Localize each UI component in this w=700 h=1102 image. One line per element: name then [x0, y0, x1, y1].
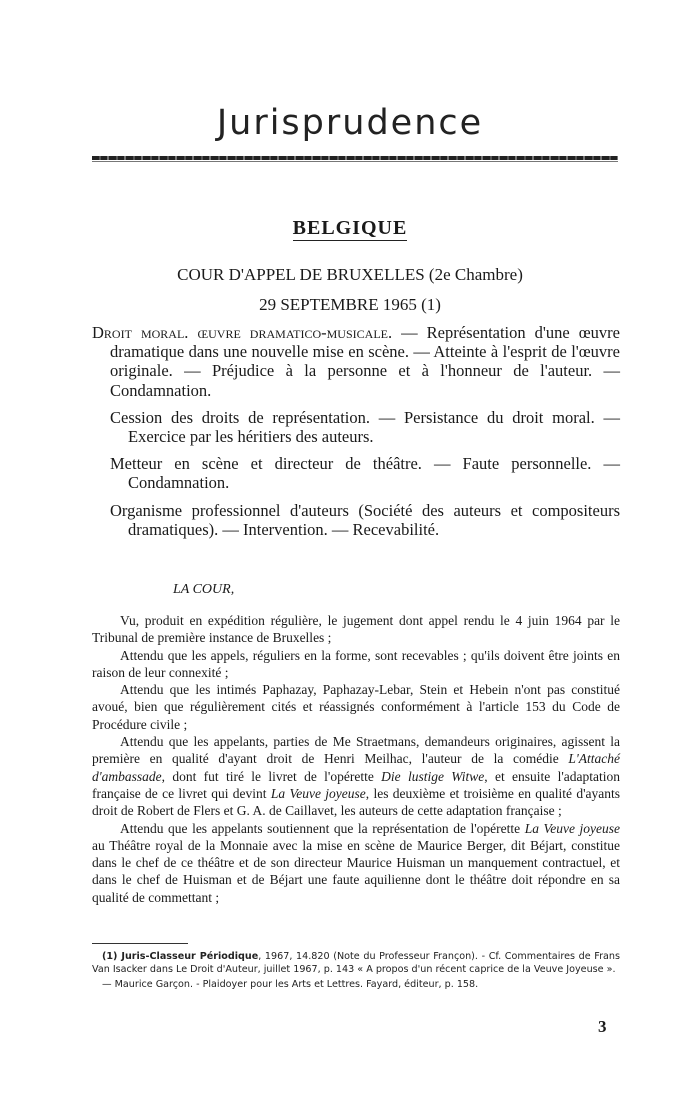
work-title: Die lustige Witwe	[381, 768, 485, 784]
summary-item: Metteur en scène et directeur de théâtre. — Faute personnelle. — Condamnation.	[110, 454, 620, 493]
text-run: , les deuxième et troisième en qualité d'ayants droit de Robert de Flers et G. A. de Caillavet, les auteurs de cette adaptation française ;	[92, 785, 620, 819]
text-run: , et ensuite l'adaptation française de ce livret qui devint	[92, 768, 620, 801]
work-title: La Veuve joyeuse	[524, 820, 620, 836]
text-run: Attendu que les appelants soutiennent que la représentation de l'opérette	[120, 820, 525, 836]
summary-item: Organisme professionnel d'auteurs (Société des auteurs et compositeurs dramatiques). — Intervention. — Recevabilité.	[110, 500, 620, 539]
court-heading: LA COUR,	[173, 582, 235, 597]
body-paragraph: Vu, produit en expédition régulière, le jugement dont appel rendu le 4 juin 1964 par le Tribunal de première instance de Bruxelles ;	[92, 613, 620, 646]
footnote-text: , 1967, 14.820 (Note du Professeur Françon). - Cf. Commentaires de Frans Van Isacker dans Le Droit d'Auteur, juillet 1967, p. 143 « A propos d'un récent caprice de la Veuve Joyeuse ».	[92, 951, 620, 975]
case-summary	[92, 323, 620, 547]
summary-text: — Représentation d'une œuvre dramatique dans une nouvelle mise en scène. — Atteinte à l'esprit de l'œuvre originale. — Préjudice à la personne et à l'honneur de l'auteur. — Condamnation.	[110, 323, 620, 400]
body-paragraph	[92, 733, 620, 819]
judgment-body	[92, 612, 620, 906]
decision-date: 29 SEPTEMBRE 1965 (1)	[259, 295, 441, 314]
body-paragraph: Attendu que les appels, réguliers en la forme, sont recevables ; qu'ils doivent être joints en raison de leur connexité ;	[92, 647, 620, 680]
work-title: La Veuve joyeuse	[270, 785, 366, 801]
page-number: 3	[598, 1017, 607, 1036]
footnote	[92, 950, 620, 976]
title-rule	[92, 156, 618, 160]
work-title: L'Attaché d'ambassade	[92, 751, 620, 784]
text-run: Attendu que les appelants, parties de Me Straetmans, demandeurs originaires, agissent la première en qualité d'ayant droit de Henri Meilhac, l'auteur de la comédie	[92, 734, 620, 767]
footnote-rule	[92, 943, 188, 944]
country-label: BELGIQUE	[292, 217, 408, 239]
summary-item: Cession des droits de représentation. — Persistance du droit moral. — Exercice par les héritiers des auteurs.	[110, 407, 620, 447]
text-run: , dont fut tiré le livret de l'opérette	[161, 768, 382, 784]
page-title: Jurisprudence	[216, 103, 484, 143]
court-name: COUR D'APPEL DE BRUXELLES (2e Chambre)	[177, 265, 523, 284]
footnotes	[92, 950, 620, 993]
footnote-lead: (1) Juris-Classeur Périodique	[102, 951, 259, 962]
body-paragraph: Attendu que les intimés Paphazay, Paphazay-Lebar, Stein et Hebein n'ont pas constitué avoué, bien que régulièrement cités et réassignés conformément à l'article 153 du Code de Procédure civile ;	[92, 682, 620, 732]
summary-lead: Droit moral. œuvre dramatico-musicale.	[92, 323, 393, 342]
country-heading	[0, 217, 700, 240]
footnote: — Maurice Garçon. - Plaidoyer pour les Arts et Lettres. Fayard, éditeur, p. 158.	[102, 979, 479, 990]
text-run: au Théâtre royal de la Monnaie avec la mise en scène de Maurice Berger, dit Béjart, constitue dans le chef de ce théâtre et de son directeur Maurice Huisman un manquement contractuel, et dans le chef de Huisman et de Béjart une faute aquilienne dont le théâtre doit répondre en sa qualité de commettant ;	[92, 837, 620, 905]
body-paragraph	[92, 820, 620, 906]
summary-item	[92, 323, 620, 400]
